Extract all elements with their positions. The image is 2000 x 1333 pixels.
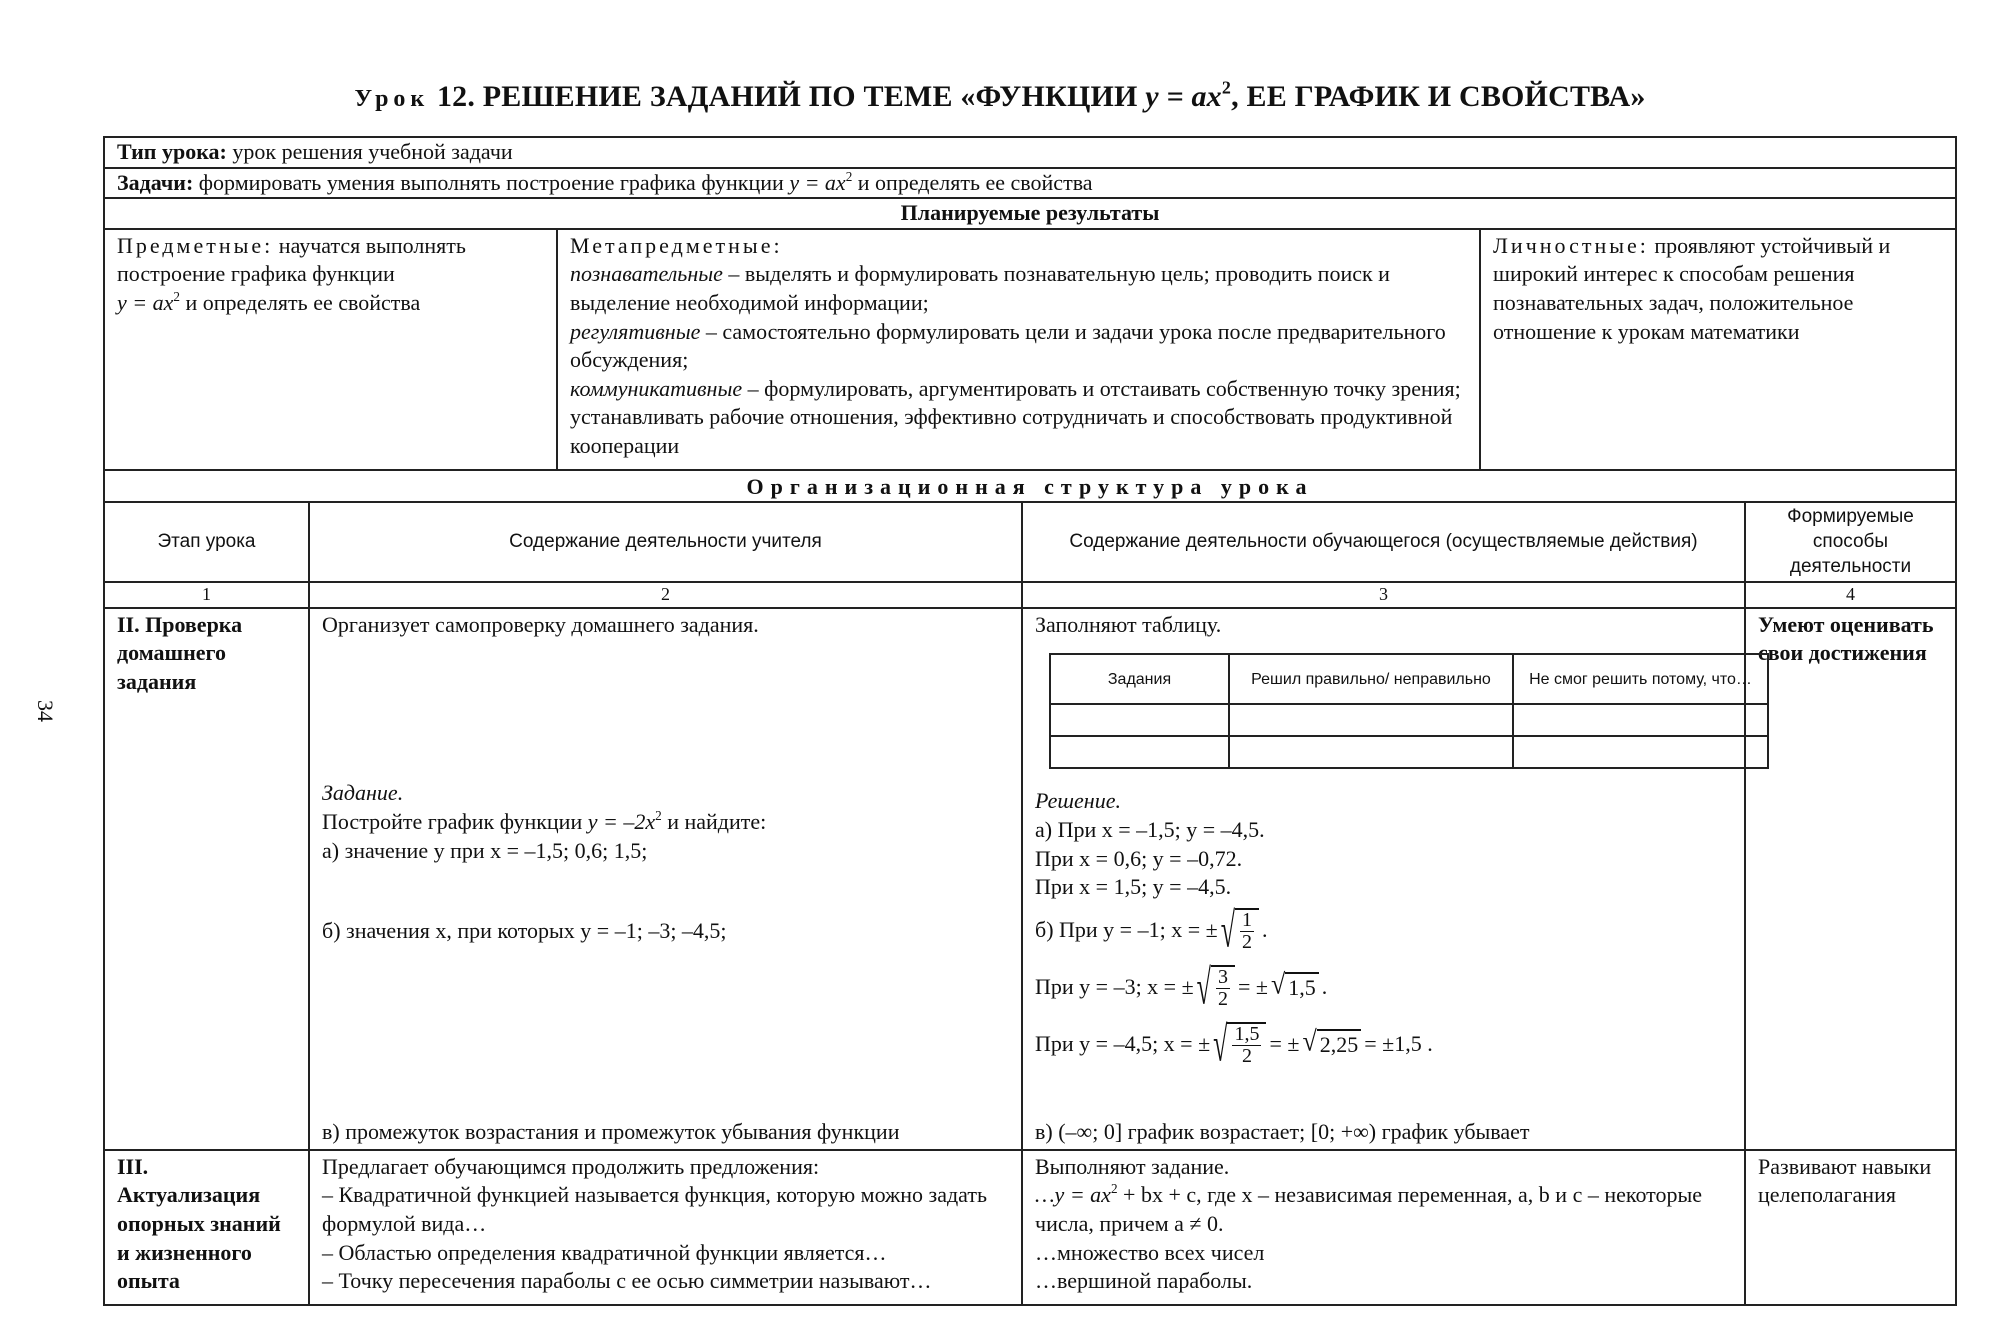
fraction-numerator: 1,5: [1234, 1022, 1260, 1045]
stage2-task-formula: y = –2x: [587, 809, 656, 835]
tasks-value: формировать умения выполнять построение графика функции: [198, 169, 784, 195]
subject-exponent: 2: [173, 288, 180, 304]
self-check-table: [1049, 653, 1769, 769]
stage2-item-a: а) значение y при x = –1,5; 0,6; 1,5;: [322, 837, 648, 863]
self-check-cell[interactable]: [1050, 704, 1229, 736]
solution-b3-prefix: При y = –4,5; x = ±: [1035, 1031, 1211, 1056]
solution-a2: При x = 0,6; y = –0,72.: [1035, 845, 1243, 871]
subject-label: Предметные:: [117, 232, 274, 258]
solution-b2-prefix: При y = –3; x = ±: [1035, 974, 1194, 999]
lesson-type-label: Тип урока:: [117, 139, 227, 164]
tasks-label: Задачи:: [117, 169, 194, 195]
sqrt-value: √ 2,25: [1302, 1029, 1361, 1060]
planned-results-heading: Планируемые результаты: [104, 198, 1956, 229]
columns-header-row: [104, 502, 1956, 582]
fraction-denominator: 2: [1241, 930, 1252, 953]
self-check-cell[interactable]: [1050, 736, 1229, 768]
personal-label: Личностные:: [1493, 232, 1649, 258]
solution-b2-mid: = ±: [1237, 974, 1268, 999]
tasks-formula: y = ax: [789, 169, 846, 195]
stage3-skills: Развивают навыки целеполагания: [1745, 1150, 1956, 1305]
stage3-student: [1022, 1150, 1745, 1305]
subject-text: научатся выполнять построение графика функции: [117, 232, 466, 287]
stage2-task-exponent: 2: [655, 807, 662, 823]
stage3-student-line: …множество всех чисел: [1035, 1239, 1265, 1265]
self-check-cell[interactable]: [1513, 704, 1768, 736]
stage3-teacher: [309, 1150, 1022, 1305]
column-number: 3: [1022, 582, 1745, 607]
stage2-item-c: в) промежуток возрастания и промежуток убывания функции: [322, 1119, 900, 1145]
stage2-task-label: Задание.: [322, 780, 404, 806]
self-check-header-row: [1050, 654, 1768, 704]
self-check-row: [1050, 704, 1768, 736]
sqrt-fraction: √ $\frac{3}{2}$: [1197, 965, 1235, 1010]
stage3-row: [104, 1150, 1956, 1305]
self-check-header: Решил правильно/ неправильно: [1229, 654, 1513, 704]
solution-c: в) (–∞; 0] график возрастает; [0; +∞) график убывает: [1035, 1119, 1530, 1145]
solution-a3: При x = 1,5; y = –4,5.: [1035, 874, 1232, 900]
page-title: [100, 77, 1900, 114]
cognitive-text: – выделять и формулировать познавательную цель; проводить поиск и выделение необходимой информации;: [570, 261, 1390, 315]
stage2-teacher: [309, 608, 1022, 1150]
title-suffix: , ЕЕ ГРАФИК И СВОЙСТВА»: [1231, 80, 1646, 113]
title-exponent: 2: [1221, 77, 1232, 98]
org-structure-heading-row: [104, 470, 1956, 503]
solution-b1-prefix: б) При y = –1; x = ±: [1035, 917, 1218, 942]
personal-text: проявляют устойчивый и широкий интерес к способам решения познавательных задач, положительное отношение к урокам математики: [1493, 232, 1891, 344]
stage3-formula: …y = ax: [1035, 1182, 1111, 1208]
self-check-cell[interactable]: [1513, 736, 1768, 768]
subject-text-end: и определять ее свойства: [185, 289, 421, 315]
column-header-student: Содержание деятельности обучающегося (осуществляемые действия): [1022, 502, 1745, 582]
tasks-value-end: и определять ее свойства: [857, 169, 1093, 195]
tasks-exponent: 2: [845, 168, 853, 184]
sqrt-fraction: √ $\frac{1}{2}$: [1221, 908, 1259, 953]
solution-b1: б) При y = –1; x = ± √ $\frac{1}{2}$ .: [1035, 902, 1268, 958]
self-check-header: Задания: [1050, 654, 1229, 704]
column-numbers-row: [104, 582, 1956, 607]
subject-results: [104, 229, 557, 470]
stage3-exponent: 2: [1110, 1181, 1118, 1197]
stage2-item-b: б) значения x, при которых y = –1; –3; –4,5;: [322, 918, 727, 944]
stage3-student-line: …вершиной параболы.: [1035, 1268, 1253, 1294]
stage3-teacher-intro: Предлагает обучающимся продолжить предложения:: [322, 1153, 820, 1179]
stage2-teacher-intro: Организует самопроверку домашнего задания.: [322, 611, 759, 637]
stage2-student-intro: Заполняют таблицу.: [1035, 611, 1222, 637]
stage3-teacher-line: – Квадратичной функцией называется функция, которую можно задать формулой вида…: [322, 1182, 988, 1237]
stage3-student-line: [1035, 1181, 1732, 1238]
stage2-skills: Умеют оценивать свои достижения: [1745, 608, 1956, 1150]
regulatory-text: – самостоятельно формулировать цели и задачи урока после предварительного обсуждения;: [570, 318, 1446, 373]
sqrt-value: √ 1,5: [1271, 972, 1319, 1003]
radicand: 1,5: [1285, 972, 1319, 1003]
page-number: 34: [33, 700, 58, 722]
stage3-name: III. Актуализация опорных знаний и жизненного опыта: [104, 1150, 309, 1305]
self-check-cell[interactable]: [1229, 704, 1513, 736]
communicative-text: – формулировать, аргументировать и отстаивать собственную точку зрения; устанавливать рабочие отношения, эффективно сотрудничать и способствовать продуктивной кооперации: [570, 375, 1461, 458]
solution-b3-mid: = ±: [1269, 1031, 1300, 1056]
column-header-teacher: Содержание деятельности учителя: [309, 502, 1022, 582]
stage2-task-text-end: и найдите:: [667, 809, 767, 835]
column-header-skills: Формируемые способы деятельности: [1745, 502, 1956, 582]
communicative-label: коммуникативные: [570, 375, 743, 401]
solution-b3-end: = ±1,5 .: [1364, 1031, 1433, 1056]
column-number: 4: [1745, 582, 1956, 607]
stage2-task-text: Постройте график функции: [322, 809, 583, 835]
meta-label: Метапредметные:: [570, 232, 783, 258]
org-structure-heading: Организационная структура урока: [104, 470, 1956, 503]
planned-results-heading-row: [104, 198, 1956, 229]
fraction-numerator: 1: [1241, 908, 1252, 931]
solution-label: Решение.: [1035, 788, 1121, 814]
column-header-stage: Этап урока: [104, 502, 309, 582]
fraction-denominator: 2: [1217, 987, 1228, 1010]
lesson-type-value: урок решения учебной задачи: [232, 139, 513, 164]
meta-results: [557, 229, 1480, 470]
stage3-student-intro: Выполняют задание.: [1035, 1153, 1230, 1179]
stage2-name: II. Проверка домашнего задания: [104, 608, 309, 1150]
column-number: 2: [309, 582, 1022, 607]
fraction-numerator: 3: [1217, 965, 1228, 988]
lesson-type-row: [104, 137, 1956, 168]
stage3-teacher-line: – Точку пересечения параболы с ее осью симметрии называют…: [322, 1268, 932, 1294]
title-formula: y = ax: [1145, 80, 1222, 113]
stage3-formula-rest: + bx + c, где x – независимая переменная, a, b и c – некоторые числа, причем a ≠ 0.: [1035, 1182, 1703, 1237]
self-check-cell[interactable]: [1229, 736, 1513, 768]
personal-results: [1480, 229, 1956, 470]
stage2-student: [1022, 608, 1752, 1150]
lesson-table: [103, 136, 1957, 1306]
sqrt-fraction: √ $\frac{1,5}{2}$: [1213, 1022, 1266, 1067]
fraction-denominator: 2: [1241, 1044, 1252, 1067]
solution-a1: а) При x = –1,5; y = –4,5.: [1035, 817, 1265, 843]
stage2-row: [104, 608, 1956, 1150]
solution-b2: При y = –3; x = ± √ $\frac{3}{2}$ = ± √ 1,5 .: [1035, 959, 1328, 1015]
solution-b3: [1035, 1016, 1732, 1072]
column-number: 1: [104, 582, 309, 607]
regulatory-label: регулятивные: [570, 318, 701, 344]
tasks-row: [104, 168, 1956, 199]
title-topic: 12. РЕШЕНИЕ ЗАДАНИЙ ПО ТЕМЕ «ФУНКЦИИ: [436, 80, 1138, 113]
cognitive-label: познавательные: [570, 261, 723, 287]
subject-formula: y = ax: [117, 289, 174, 315]
self-check-header: Не смог решить потому, что…: [1513, 654, 1768, 704]
stage3-teacher-line: – Областью определения квадратичной функции является…: [322, 1239, 887, 1265]
planned-results-row: [104, 229, 1956, 470]
radicand: 2,25: [1317, 1029, 1362, 1060]
title-prefix: Урок: [354, 86, 430, 112]
self-check-row: [1050, 736, 1768, 768]
